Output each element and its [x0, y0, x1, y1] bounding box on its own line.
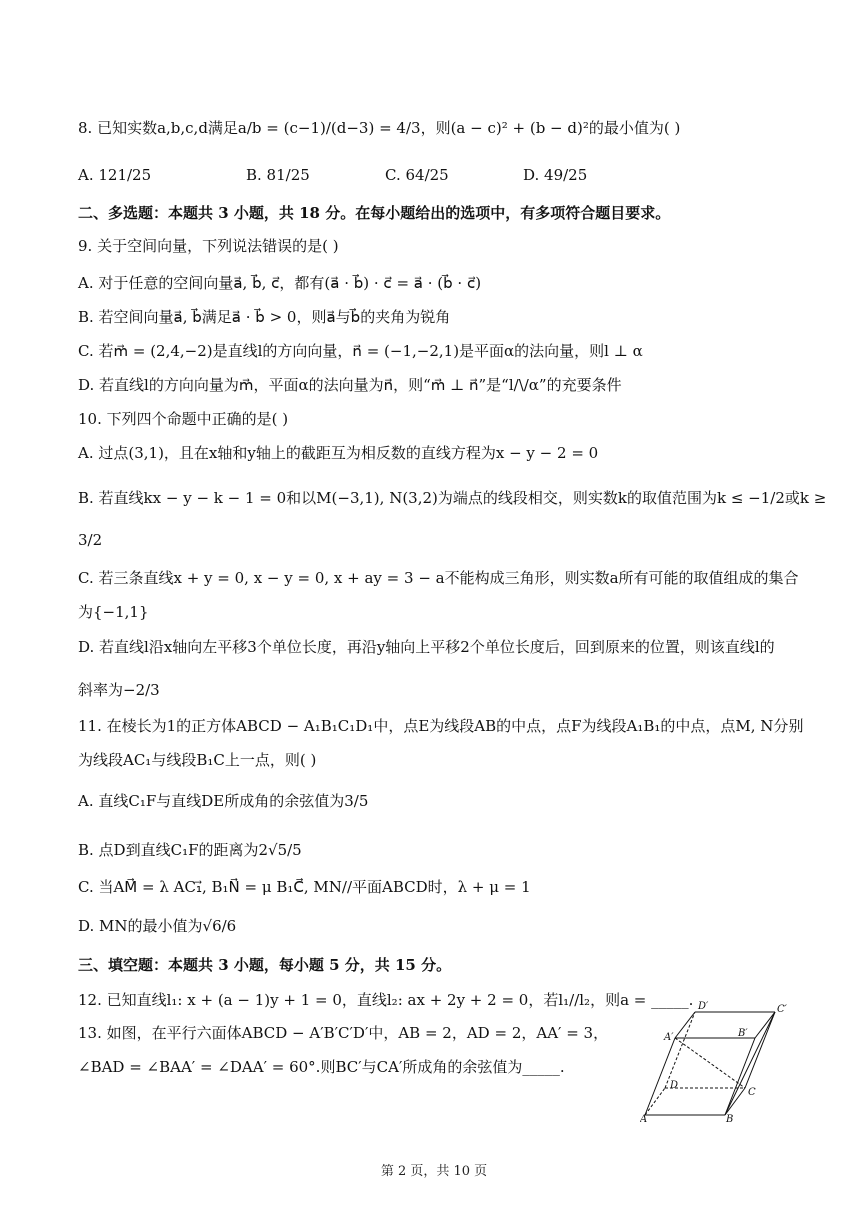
q11-stem-cont: 为线段AC₁与线段B₁C上一点，则( ) — [78, 751, 317, 769]
q12-stem: 12. 已知直线l₁: x + (a − 1)y + 1 = 0，直线l₂: ax + 2y + 2 = 0，若l₁//l₂，则a = _____. — [78, 991, 694, 1009]
q10-option-b: B. 若直线kx − y − k − 1 = 0和以M(−3,1), N(3,2)为端点的线段相交，则实数k的取值范围为k ≤ −1/2或k ≥ — [78, 489, 827, 507]
q8-option-c: C. 64/25 — [385, 166, 449, 184]
q10-option-d-cont: 斜率为−2/3 — [78, 681, 160, 699]
q9-stem: 9. 关于空间向量，下列说法错误的是( ) — [78, 237, 339, 255]
q10-option-b-cont: 3/2 — [78, 531, 103, 549]
q13-stem: 13. 如图，在平行六面体ABCD − A′B′C′D′中，AB = 2，AD = 2，AA′ = 3， — [78, 1024, 609, 1042]
label-c-prime: C′ — [777, 1004, 787, 1015]
q11-option-d: D. MN的最小值为√6/6 — [78, 917, 237, 935]
q8-option-a: A. 121/25 — [78, 166, 152, 184]
q8-option-d: D. 49/25 — [523, 166, 588, 184]
q10-option-d: D. 若直线l沿x轴向左平移3个单位长度，再沿y轴向上平移2个单位长度后，回到原来的位置，则该直线l的 — [78, 638, 775, 656]
q9-option-d: D. 若直线l的方向向量为m⃗，平面α的法向量为n⃗，则“m⃗ ⊥ n⃗”是“l/\/α”的充要条件 — [78, 376, 622, 394]
q11-option-c: C. 当AM⃗ = λ AC₁⃗, B₁N⃗ = μ B₁C⃗, MN//平面ABCD时，λ + μ = 1 — [78, 878, 531, 896]
parallelepiped-figure — [640, 1000, 790, 1125]
label-b: B — [726, 1114, 734, 1125]
section-2-heading: 二、多选题：本题共 3 小题，共 18 分。在每小题给出的选项中，有多项符合题目要求。 — [78, 204, 671, 222]
label-c: C — [748, 1087, 756, 1098]
q8-option-b: B. 81/25 — [246, 166, 310, 184]
q13-stem-cont: ∠BAD = ∠BAA′ = ∠DAA′ = 60°.则BC′与CA′所成角的余弦值为_____. — [78, 1058, 565, 1076]
label-a: A — [640, 1114, 648, 1125]
q10-option-a: A. 过点(3,1)，且在x轴和y轴上的截距互为相反数的直线方程为x − y − 2 = 0 — [78, 444, 599, 462]
page-footer: 第 2 页，共 10 页 — [380, 1164, 488, 1179]
label-d: D — [670, 1080, 679, 1091]
section-3-heading: 三、填空题：本题共 3 小题，每小题 5 分，共 15 分。 — [78, 956, 452, 974]
q9-option-b: B. 若空间向量a⃗, b⃗满足a⃗ · b⃗ > 0，则a⃗与b⃗的夹角为锐角 — [78, 308, 451, 326]
q10-option-c: C. 若三条直线x + y = 0, x − y = 0, x + ay = 3 − a不能构成三角形，则实数a所有可能的取值组成的集合 — [78, 569, 799, 587]
q9-option-c: C. 若m⃗ = (2,4,−2)是直线l的方向向量，n⃗ = (−1,−2,1)是平面α的法向量，则l ⊥ α — [78, 342, 643, 360]
label-b-prime: B′ — [738, 1028, 748, 1039]
q9-option-a: A. 对于任意的空间向量a⃗, b⃗, c⃗，都有(a⃗ · b⃗) · c⃗ = a⃗ · (b⃗ · c⃗) — [78, 274, 482, 292]
q10-option-c-cont: 为{−1,1} — [78, 603, 149, 621]
q10-stem: 10. 下列四个命题中正确的是( ) — [78, 410, 289, 428]
q11-option-a: A. 直线C₁F与直线DE所成角的余弦值为3/5 — [78, 792, 369, 810]
label-a-prime: A′ — [664, 1032, 674, 1043]
q11-stem: 11. 在棱长为1的正方体ABCD − A₁B₁C₁D₁中，点E为线段AB的中点，点F为线段A₁B₁的中点，点M, N分别 — [78, 717, 804, 735]
label-d-prime: D′ — [698, 1001, 709, 1012]
q11-option-b: B. 点D到直线C₁F的距离为2√5/5 — [78, 841, 302, 859]
q8-stem: 8. 已知实数a,b,c,d满足a/b = (c−1)/(d−3) = 4/3，则(a − c)² + (b − d)²的最小值为( ) — [78, 119, 681, 137]
